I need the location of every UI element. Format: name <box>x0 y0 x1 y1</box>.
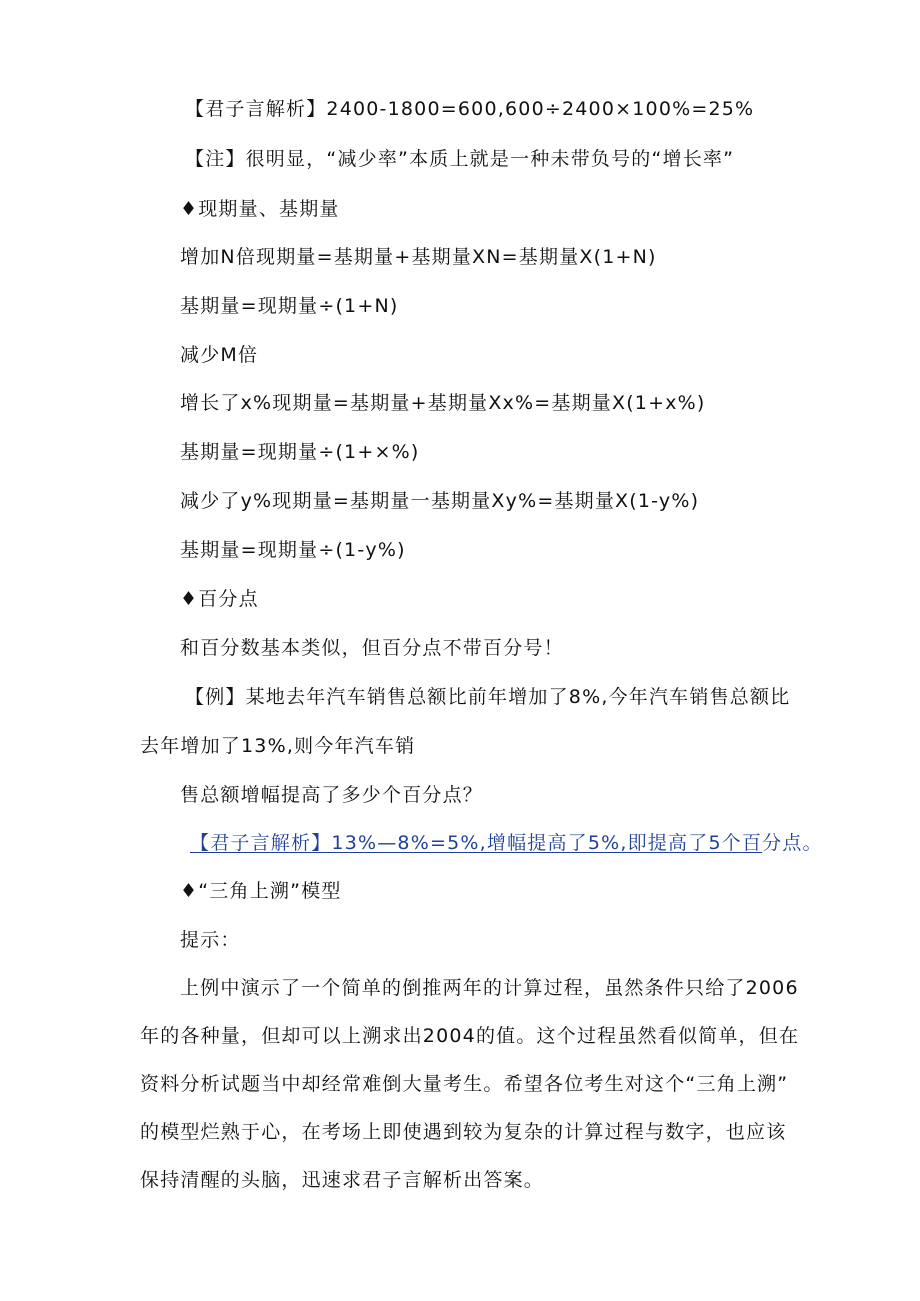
answer-analysis-rest: 分点。 <box>762 832 823 854</box>
formula-increase-x-percent: 增长了x%现期量=基期量+基期量Xx%=基期量X(1+x%) <box>180 392 706 414</box>
example-question: 售总额增幅提高了多少个百分点？ <box>180 784 484 806</box>
formula-base-from-y: 基期量=现期量÷(1-y%) <box>180 539 406 561</box>
section-heading-triangle-model: ♦“三角上溯”模型 <box>180 880 342 902</box>
paragraph-line-4: 的模型烂熟于心，在考场上即使遇到较为复杂的计算过程与数字，也应该 <box>140 1121 787 1143</box>
section-heading-percentage-point: ♦百分点 <box>180 588 259 610</box>
paragraph-line-3: 资料分析试题当中却经常难倒大量考生。希望各位考生对这个“三角上溯” <box>140 1073 789 1095</box>
answer-analysis-underlined[interactable]: 【君子言解析】13%—8%=5%,增幅提高了5%,即提高了5个百 <box>190 832 763 854</box>
formula-base-from-x: 基期量=现期量÷(1+×%) <box>180 441 420 463</box>
paragraph-line-5: 保持清醒的头脑，迅速求君子言解析出答案。 <box>140 1169 545 1191</box>
note-line: 【注】很明显，“减少率”本质上就是一种未带负号的“增长率” <box>185 148 735 170</box>
analysis-line-1: 【君子言解析】2400-1800=600,600÷2400×100%=25% <box>185 98 755 120</box>
formula-base-from-n: 基期量=现期量÷(1+N) <box>180 295 399 317</box>
percentage-point-description: 和百分数基本类似，但百分点不带百分号！ <box>180 637 564 659</box>
example-line-2: 去年增加了13%,则今年汽车销 <box>140 735 416 757</box>
decrease-m-times: 减少M倍 <box>180 344 259 366</box>
paragraph-line-2: 年的各种量，但却可以上溯求出2004的值。这个过程虽然看似简单，但在 <box>140 1025 800 1047</box>
formula-increase-n-times: 增加N倍现期量=基期量+基期量XN=基期量X(1+N) <box>180 246 657 268</box>
hint-label: 提示： <box>180 929 241 951</box>
section-heading-current-base: ♦现期量、基期量 <box>180 198 340 220</box>
answer-analysis-line[interactable] <box>190 830 823 856</box>
formula-decrease-y-percent: 减少了y%现期量=基期量一基期量Xy%=基期量X(1-y%) <box>180 490 700 512</box>
example-line-1: 【例】某地去年汽车销售总额比前年增加了8%,今年汽车销售总额比 <box>185 686 791 708</box>
paragraph-line-1: 上例中演示了一个简单的倒推两年的计算过程，虽然条件只给了2006 <box>180 977 799 999</box>
